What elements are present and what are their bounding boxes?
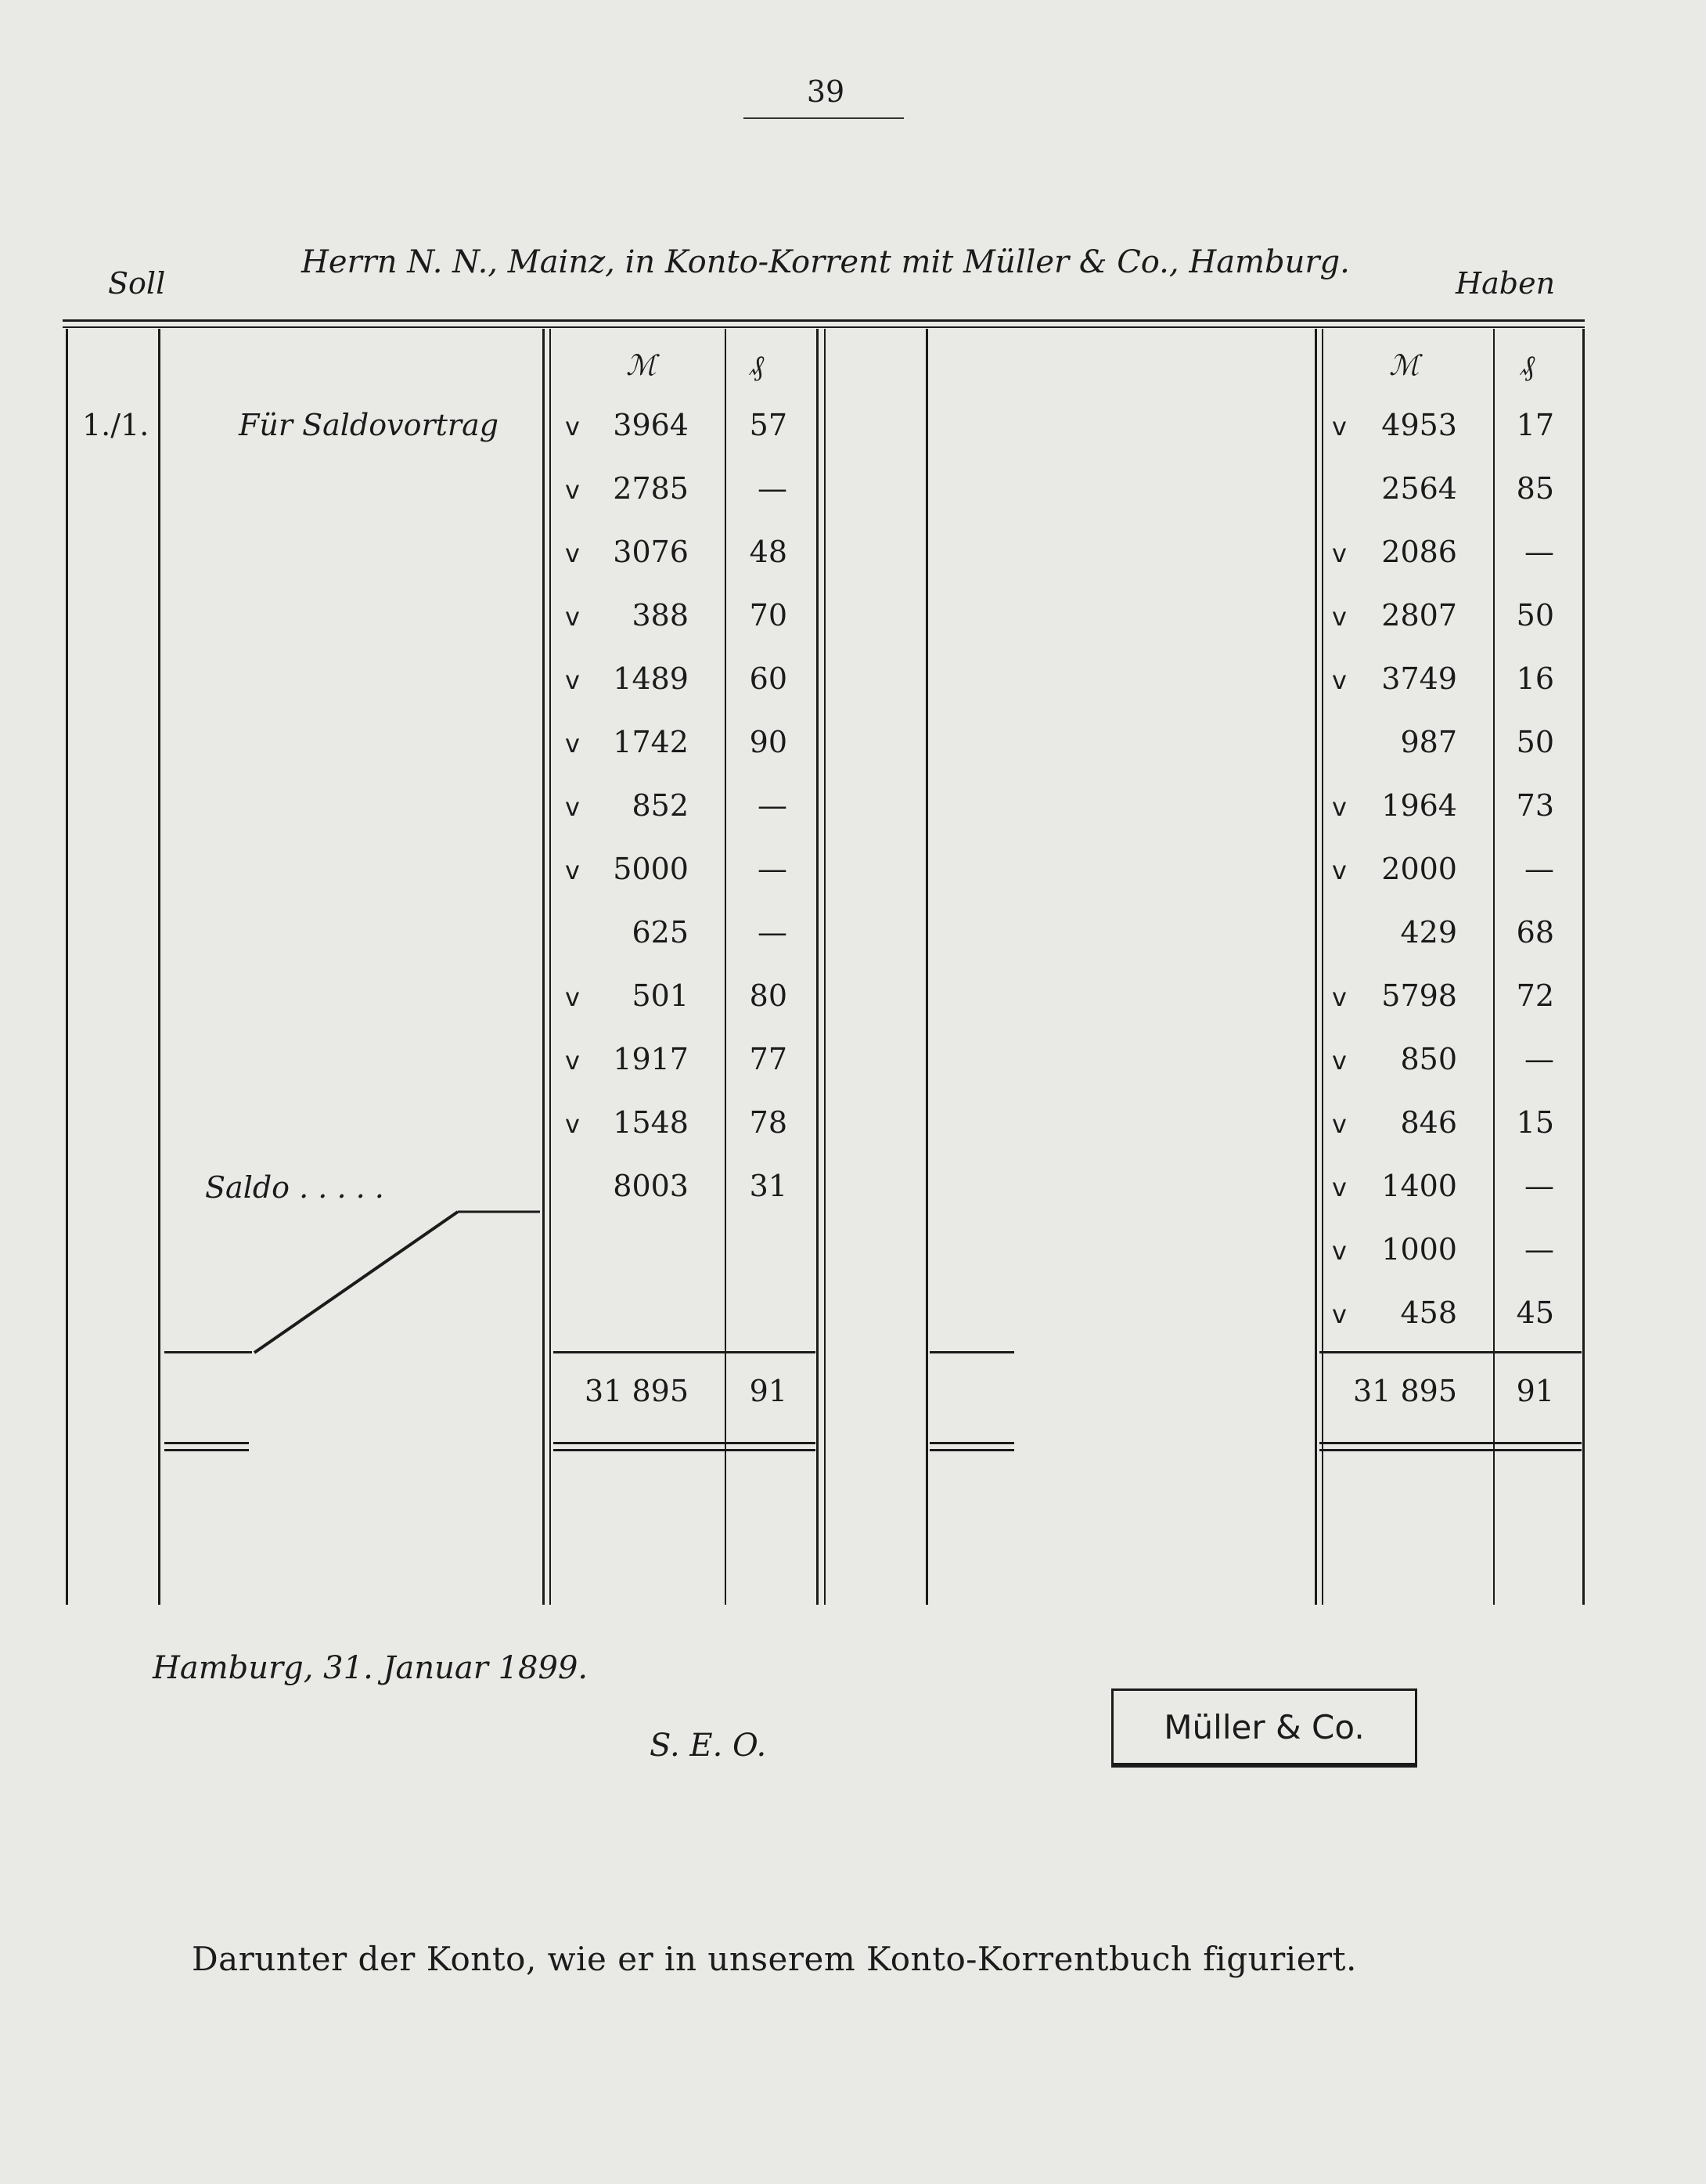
- soll-mark-amount: 8003: [613, 1169, 689, 1203]
- soll-pf-header: ₰: [750, 350, 764, 382]
- haben-mark-amount: 5798: [1381, 978, 1457, 1013]
- haben-mark-amount: 987: [1400, 725, 1457, 759]
- soll-check-mark: v: [565, 982, 580, 1012]
- soll-mark-amount: 1742: [613, 725, 689, 759]
- haben-pf-amount: 16: [1516, 661, 1554, 696]
- haben-total-mark: 31 895: [1353, 1374, 1457, 1408]
- soll-pf-amount: 90: [749, 725, 787, 759]
- soll-mark-amount: 625: [632, 915, 689, 950]
- soll-pf-amount: 60: [749, 661, 787, 696]
- soll-mark-amount: 501: [632, 978, 689, 1013]
- rule-short: [164, 1351, 252, 1353]
- soll-double-rule: [553, 1442, 815, 1444]
- haben-check-mark: v: [1332, 1109, 1347, 1139]
- haben-pf-amount: —: [1524, 1169, 1554, 1203]
- col-line: [824, 329, 826, 1605]
- top-rule-inner: [63, 326, 1585, 328]
- soll-pf-amount: 57: [749, 408, 787, 442]
- soll-pf-amount: 80: [749, 978, 787, 1013]
- haben-check-mark: v: [1332, 982, 1347, 1012]
- haben-mark-amount: 429: [1400, 915, 1457, 950]
- haben-check-mark: v: [1332, 856, 1347, 885]
- soll-mark-amount: 1489: [613, 661, 689, 696]
- haben-mark-amount: 850: [1400, 1042, 1457, 1076]
- haben-pf-amount: 73: [1516, 788, 1554, 823]
- caption: Darunter der Konto, wie er in unserem Konto-Korrentbuch figuriert.: [192, 1940, 1357, 1978]
- col-line: [1582, 329, 1585, 1605]
- soll-pf-amount: 77: [749, 1042, 787, 1076]
- soll-total-pf: 91: [749, 1374, 787, 1408]
- soll-mark-amount: 3964: [613, 408, 689, 442]
- haben-pf-amount: 72: [1516, 978, 1554, 1013]
- haben-pf-amount: 68: [1516, 915, 1554, 950]
- haben-mark-amount: 846: [1400, 1105, 1457, 1140]
- soll-double-rule: [553, 1449, 815, 1451]
- saldo-diagonal: [157, 1170, 548, 1362]
- haben-pf-amount: —: [1524, 1232, 1554, 1267]
- haben-pf-amount: 50: [1516, 725, 1554, 759]
- col-line: [816, 329, 819, 1605]
- soll-mark-amount: 3076: [613, 535, 689, 569]
- haben-label: Haben: [1456, 266, 1556, 301]
- soll-mark-header: ℳ: [626, 350, 657, 382]
- haben-mark-header: ℳ: [1389, 350, 1420, 382]
- haben-mark-amount: 458: [1400, 1296, 1457, 1330]
- haben-double-rule: [1319, 1442, 1582, 1444]
- page-number: 39: [806, 74, 845, 109]
- haben-pf-amount: 17: [1516, 408, 1554, 442]
- haben-total-rule: [1319, 1351, 1582, 1353]
- haben-pf-amount: 45: [1516, 1296, 1554, 1330]
- soll-check-mark: v: [565, 1109, 580, 1139]
- soll-pf-amount: 48: [749, 535, 787, 569]
- soll-check-mark: v: [565, 1046, 580, 1076]
- haben-mark-amount: 3749: [1381, 661, 1457, 696]
- haben-mark-amount: 2000: [1381, 852, 1457, 886]
- haben-pf-amount: —: [1524, 852, 1554, 886]
- haben-pf-amount: 15: [1516, 1105, 1554, 1140]
- soll-total-rule: [553, 1351, 815, 1353]
- haben-mark-amount: 1000: [1381, 1232, 1457, 1267]
- account-title: Herrn N. N., Mainz, in Konto-Korrent mit Müller & Co., Hamburg.: [301, 244, 1350, 280]
- haben-check-mark: v: [1332, 1173, 1347, 1202]
- col-line: [158, 329, 160, 1605]
- soll-pf-amount: 31: [749, 1169, 787, 1203]
- haben-pf-amount: 50: [1516, 598, 1554, 632]
- page-number-rule: [743, 117, 904, 119]
- col-line: [1322, 329, 1323, 1605]
- haben-mark-amount: 2564: [1381, 471, 1457, 506]
- haben-pf-header: ₰: [1521, 350, 1535, 382]
- soll-mark-amount: 1548: [613, 1105, 689, 1140]
- col-line: [66, 329, 68, 1605]
- soll-pf-amount: —: [758, 852, 787, 886]
- soll-mark-amount: 2785: [613, 471, 689, 506]
- soll-check-mark: v: [565, 729, 580, 759]
- entry-description: Für Saldovortrag: [239, 408, 499, 442]
- entry-date: 1./1.: [82, 408, 149, 442]
- soll-mark-amount: 5000: [613, 852, 689, 886]
- haben-mark-amount: 2086: [1381, 535, 1457, 569]
- col-line: [542, 329, 545, 1605]
- haben-check-mark: v: [1332, 1299, 1347, 1329]
- haben-check-mark: v: [1332, 1236, 1347, 1266]
- haben-mark-amount: 1400: [1381, 1169, 1457, 1203]
- seo-note: S. E. O.: [650, 1728, 767, 1764]
- haben-double-rule: [1319, 1449, 1582, 1451]
- haben-pf-amount: —: [1524, 1042, 1554, 1076]
- saldo-label: Saldo . . . . .: [205, 1170, 384, 1205]
- soll-label: Soll: [108, 266, 166, 301]
- soll-check-mark: v: [565, 539, 580, 568]
- haben-mark-amount: 2807: [1381, 598, 1457, 632]
- haben-check-mark: v: [1332, 602, 1347, 632]
- soll-mark-amount: 1917: [613, 1042, 689, 1076]
- rule-short: [930, 1449, 1014, 1451]
- soll-check-mark: v: [565, 412, 580, 441]
- soll-check-mark: v: [565, 665, 580, 695]
- rule-short: [164, 1449, 249, 1451]
- rule-short: [930, 1442, 1014, 1444]
- soll-mark-amount: 388: [632, 598, 689, 632]
- col-line: [1493, 329, 1495, 1605]
- soll-pf-amount: —: [758, 915, 787, 950]
- firm-signature: Müller & Co.: [1111, 1688, 1417, 1768]
- col-line: [725, 329, 726, 1605]
- soll-total-mark: 31 895: [585, 1374, 689, 1408]
- haben-check-mark: v: [1332, 792, 1347, 822]
- haben-mark-amount: 4953: [1381, 408, 1457, 442]
- haben-total-pf: 91: [1516, 1374, 1554, 1408]
- soll-check-mark: v: [565, 475, 580, 505]
- rule-short: [164, 1442, 249, 1444]
- soll-pf-amount: 78: [749, 1105, 787, 1140]
- col-line: [549, 329, 551, 1605]
- haben-check-mark: v: [1332, 665, 1347, 695]
- haben-check-mark: v: [1332, 412, 1347, 441]
- haben-check-mark: v: [1332, 1046, 1347, 1076]
- haben-pf-amount: —: [1524, 535, 1554, 569]
- col-line: [926, 329, 928, 1605]
- rule-short: [930, 1351, 1014, 1353]
- soll-pf-amount: 70: [749, 598, 787, 632]
- top-rule: [63, 319, 1585, 322]
- haben-check-mark: v: [1332, 539, 1347, 568]
- soll-check-mark: v: [565, 602, 580, 632]
- soll-pf-amount: —: [758, 788, 787, 823]
- soll-mark-amount: 852: [632, 788, 689, 823]
- place-date: Hamburg, 31. Januar 1899.: [153, 1650, 588, 1686]
- soll-check-mark: v: [565, 856, 580, 885]
- col-line: [1315, 329, 1317, 1605]
- soll-check-mark: v: [565, 792, 580, 822]
- soll-pf-amount: —: [758, 471, 787, 506]
- haben-pf-amount: 85: [1516, 471, 1554, 506]
- haben-mark-amount: 1964: [1381, 788, 1457, 823]
